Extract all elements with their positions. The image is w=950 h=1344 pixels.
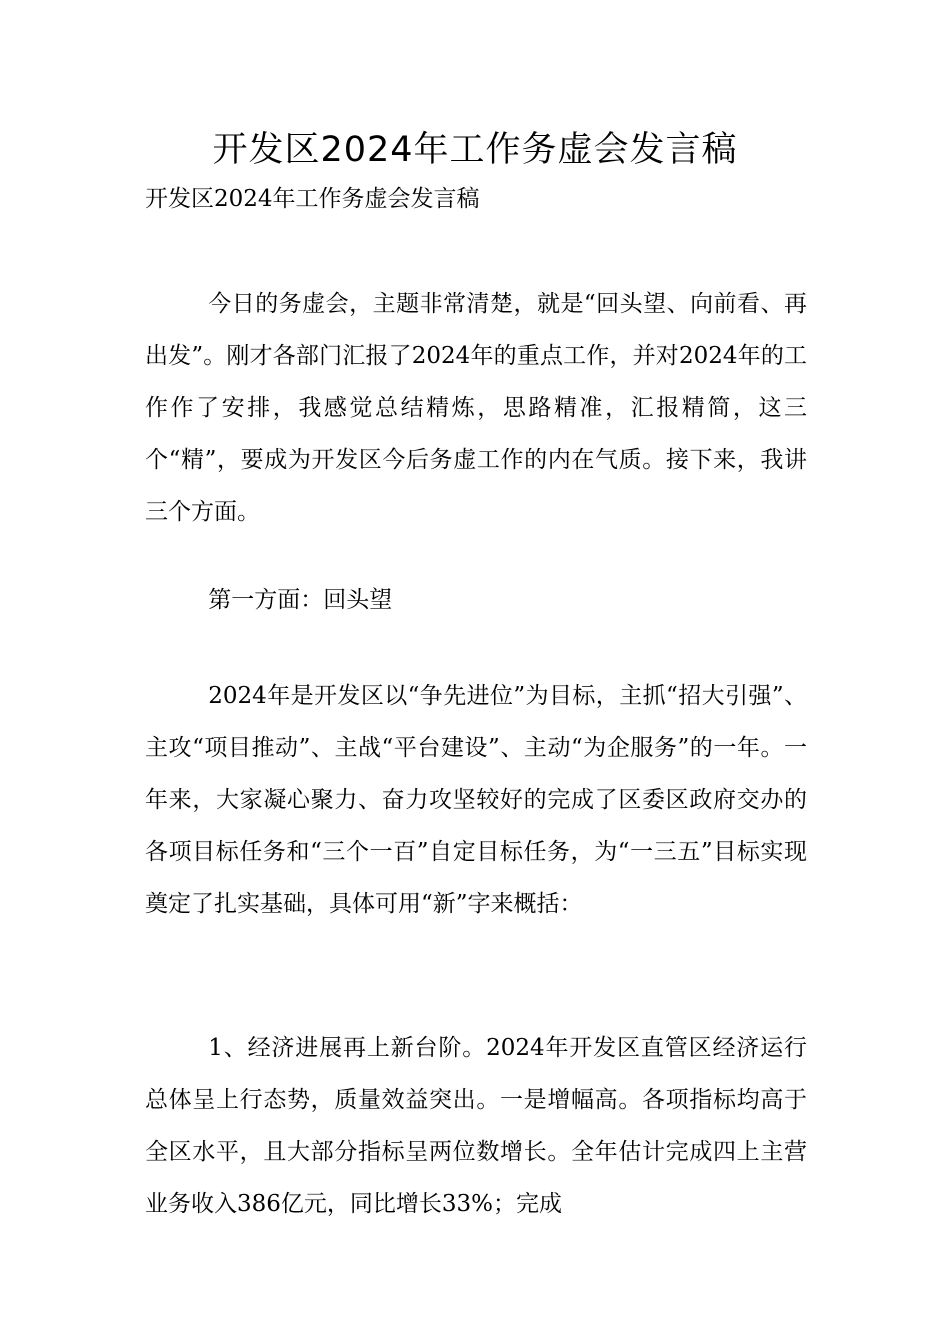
document-subtitle: 开发区2024年工作务虚会发言稿 [145,186,480,212]
paragraph-economy: 1、经济进展再上新台阶。2024年开发区直管区经济运行总体呈上行态势，质量效益突出。一是增幅高。各项指标均高于全区水平，且大部分指标呈两位数增长。全年估计完成四上主营业务收入386亿元，同比增长33%；完成 [145,1035,807,1217]
paragraph-year-review: 2024年是开发区以“争先进位”为目标，主抓“招大引强”、主攻“项目推动”、主战“平台建设”、主动“为企服务”的一年。一年来，大家凝心聚力、奋力攻坚较好的完成了区委区政府交办的各项目标任务和“三个一百”自定目标任务，为“一三五”目标实现奠定了扎实基础，具体可用“新”字来概括： [145,683,807,917]
section-heading-look-back: 第一方面：回头望 [208,587,393,613]
document-title: 开发区2024年工作务虚会发言稿 [212,130,738,170]
paragraph-intro: 今日的务虚会，主题非常清楚，就是“回头望、向前看、再出发”。刚才各部门汇报了2024年的重点工作，并对2024年的工作作了安排，我感觉总结精炼，思路精准，汇报精简，这三个“精”，要成为开发区今后务虚工作的内在气质。接下来，我讲三个方面。 [145,291,807,525]
